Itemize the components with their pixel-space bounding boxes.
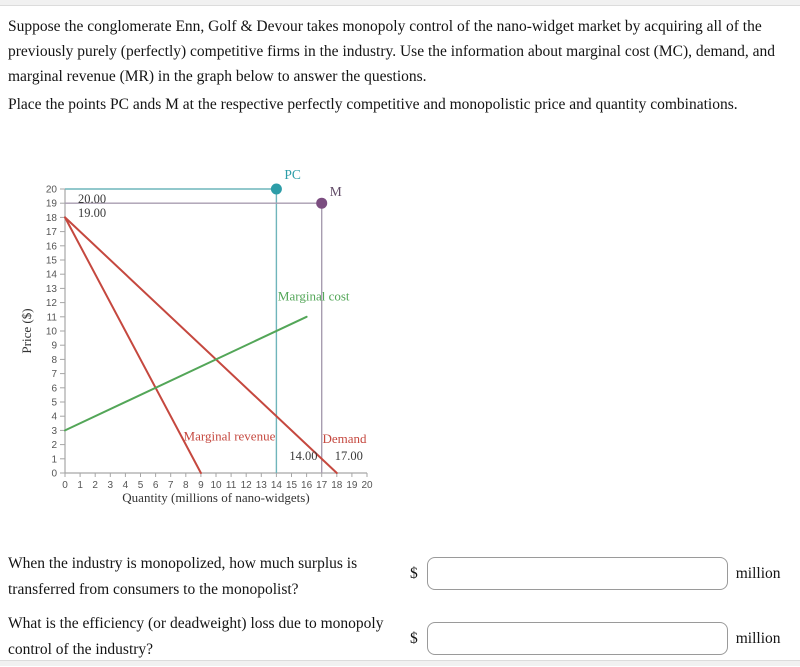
intro-line: marginal revenue (MR) in the graph below to answer the questions. [8, 68, 427, 85]
intro-paragraph [8, 14, 775, 89]
point-m-price-annotation: 19.00 [78, 206, 107, 221]
point-m-handle[interactable] [316, 198, 327, 209]
point-m-quantity-annotation: 17.00 [334, 449, 363, 463]
point-pc-price-annotation: 20.00 [78, 192, 107, 206]
demand-label: Demand [322, 431, 367, 447]
x-tick-label: 16 [301, 480, 313, 491]
marginal-cost-label: Marginal cost [277, 288, 350, 304]
question-text [8, 551, 357, 603]
x-tick-label: 20 [361, 480, 373, 491]
x-tick-label: 6 [152, 480, 159, 491]
price-quantity-chart [0, 140, 400, 520]
y-tick-label: 12 [45, 298, 57, 310]
y-tick-label: 17 [45, 227, 57, 239]
y-tick-label: 0 [51, 468, 57, 480]
x-tick-label: 4 [122, 480, 129, 491]
answer-row [410, 557, 781, 590]
y-tick-label: 11 [46, 312, 57, 324]
x-tick-label: 0 [62, 480, 68, 491]
point-pc-quantity-annotation: 14.00 [289, 449, 318, 463]
y-tick-label: 20 [45, 184, 57, 196]
y-tick-label: 10 [45, 326, 57, 338]
marginal-revenue-label: Marginal revenue [183, 428, 276, 444]
question-deadweight-loss [0, 608, 800, 667]
y-tick-label: 2 [51, 440, 57, 452]
y-tick-label: 15 [45, 255, 57, 267]
y-axis-title: Price ($) [19, 308, 34, 354]
y-tick-label: 3 [51, 425, 57, 437]
y-tick-label: 5 [51, 397, 57, 409]
x-tick-label: 8 [183, 480, 189, 491]
x-tick-label: 11 [225, 480, 237, 491]
answer-row [410, 622, 781, 655]
question-text [8, 611, 384, 663]
x-tick-label: 18 [331, 480, 343, 491]
x-tick-label: 19 [346, 480, 358, 491]
x-tick-label: 1 [77, 480, 83, 491]
point-pc-label: PC [284, 167, 301, 182]
y-tick-label: 8 [51, 354, 57, 366]
y-tick-label: 9 [51, 340, 57, 352]
x-axis-title: Quantity (millions of nano-widgets) [122, 490, 310, 505]
y-tick-label: 6 [51, 383, 57, 395]
chart-svg [0, 140, 400, 520]
intro-line: previously purely (perfectly) competitive firms in the industry. Use the information about marginal cost (MC), demand, and [8, 43, 776, 60]
x-tick-label: 13 [255, 480, 267, 491]
dollar-sign-label: $ [410, 564, 418, 582]
million-unit-label: million [735, 629, 781, 647]
question-text-line: What is the efficiency (or deadweight) loss due to monopoly [8, 615, 384, 632]
y-tick-label: 4 [51, 411, 57, 423]
intro-line: Suppose the conglomerate Enn, Golf & Devour takes monopoly control of the nano-widget market by acquiring all of the [8, 18, 762, 35]
x-tick-label: 15 [285, 480, 298, 491]
dollar-sign-label: $ [410, 629, 418, 647]
surplus-transfer-input[interactable] [427, 557, 728, 590]
page-top-edge [0, 0, 800, 6]
instruction-paragraph: Place the points PC ands M at the respective perfectly competitive and monopolistic price and quantity combinations. [8, 96, 738, 113]
x-tick-label: 12 [240, 480, 252, 491]
million-unit-label: million [735, 564, 781, 582]
point-pc-handle[interactable] [271, 184, 282, 195]
x-tick-label: 10 [210, 480, 222, 491]
page-bottom-edge [0, 660, 800, 666]
x-tick-label: 17 [316, 480, 328, 491]
deadweight-loss-input[interactable] [427, 622, 728, 655]
x-tick-label: 9 [198, 480, 204, 491]
x-tick-label: 7 [167, 480, 174, 491]
y-tick-label: 19 [45, 198, 57, 210]
x-tick-label: 2 [92, 480, 98, 491]
y-tick-label: 18 [45, 212, 57, 224]
y-tick-label: 13 [45, 283, 57, 295]
x-tick-label: 14 [270, 480, 282, 491]
y-tick-label: 16 [45, 241, 57, 253]
question-text-line: When the industry is monopolized, how much surplus is [8, 555, 358, 572]
marginal-revenue-line [65, 217, 201, 473]
point-m-label: M [329, 184, 342, 200]
x-tick-label: 5 [137, 480, 144, 491]
y-tick-label: 1 [51, 454, 57, 466]
x-tick-label: 3 [107, 480, 114, 491]
question-text-line: transferred from consumers to the monopolist? [8, 581, 299, 598]
marginal-cost-line [65, 317, 307, 431]
question-text-line: control of the industry? [8, 641, 154, 658]
y-tick-label: 14 [45, 269, 57, 281]
y-tick-label: 7 [51, 369, 57, 381]
